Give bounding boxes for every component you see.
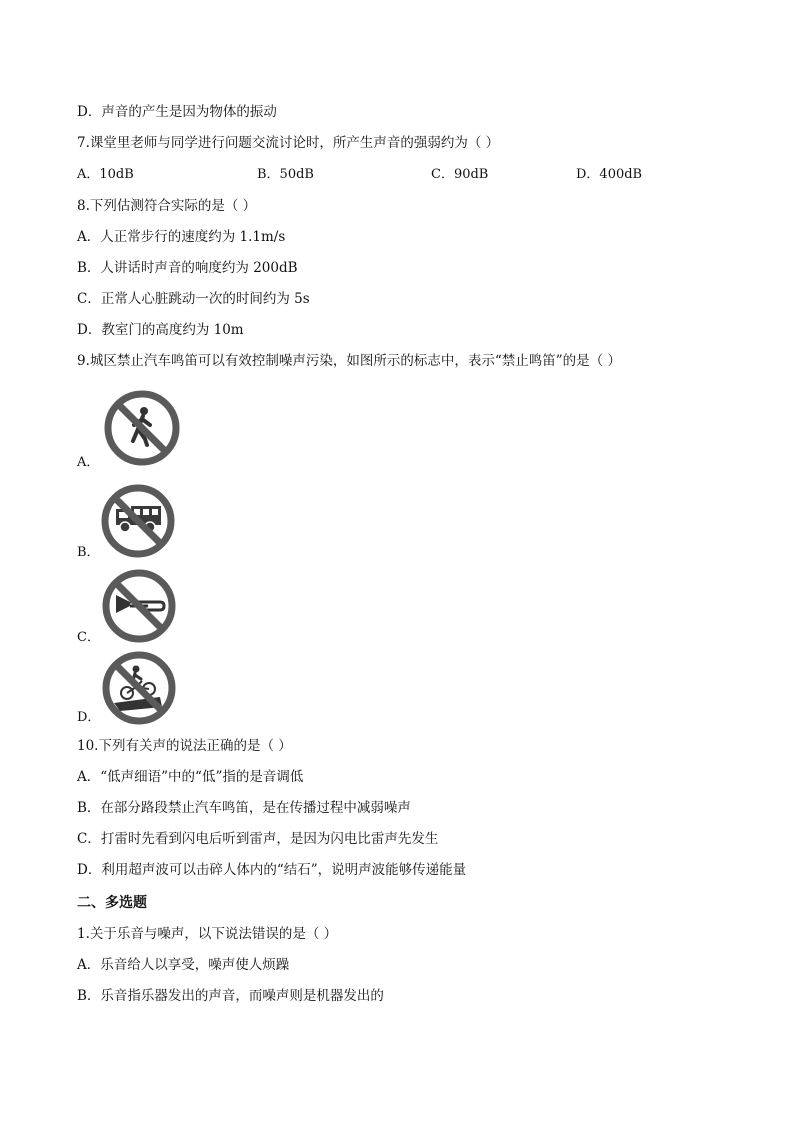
section-heading-multiple-choice: 二、多选题 — [77, 895, 147, 911]
q8-option-b: B．人讲话时声音的响度约为 200dB — [77, 260, 298, 276]
q6-option-d: D．声音的产生是因为物体的振动 — [77, 104, 277, 120]
q9-option-d-label: D． — [77, 710, 101, 725]
q9-option-c-label: C． — [77, 630, 100, 645]
q7-option-d: D．400dB — [576, 167, 643, 182]
q10-option-a: A．“低声细语”中的“低”指的是音调低 — [77, 769, 304, 785]
s2-q1-option-b: B．乐音指乐器发出的声音，而噪声则是机器发出的 — [77, 988, 384, 1004]
q7-option-c: C．90dB — [431, 167, 489, 182]
q10-option-b: B．在部分路段禁止汽车鸣笛，是在传播过程中减弱噪声 — [77, 800, 411, 816]
no-bicycles-sign-icon — [100, 651, 178, 725]
no-trucks-sign-icon — [99, 484, 177, 558]
q10-option-d: D．利用超声波可以击碎人体内的“结石”，说明声波能够传递能量 — [77, 862, 467, 878]
q8-stem: 8.下列估测符合实际的是（ ） — [77, 198, 257, 214]
q7-stem: 7.课堂里老师与同学进行问题交流讨论时，所产生声音的强弱约为（ ） — [77, 135, 500, 151]
s2-q1-option-a: A．乐音给人以享受，噪声使人烦躁 — [77, 957, 290, 973]
no-honking-sign-icon — [100, 568, 178, 644]
q8-option-a: A．人正常步行的速度约为 1.1m/s — [77, 229, 286, 245]
q9-stem: 9.城区禁止汽车鸣笛可以有效控制噪声污染，如图所示的标志中，表示“禁止鸣笛”的是（ ） — [77, 353, 621, 369]
s2-q1-stem: 1.关于乐音与噪声，以下说法错误的是（ ） — [77, 926, 338, 942]
q9-option-b-label: B． — [77, 545, 100, 560]
q10-stem: 10.下列有关声的说法正确的是（ ） — [77, 738, 292, 754]
q8-option-c: C．正常人心脏跳动一次的时间约为 5s — [77, 291, 310, 307]
q7-option-a: A．10dB — [77, 167, 134, 182]
q7-option-b: B．50dB — [257, 167, 314, 182]
q10-option-c: C．打雷时先看到闪电后听到雷声，是因为闪电比雷声先发生 — [77, 831, 439, 847]
no-pedestrians-sign-icon — [103, 389, 181, 467]
q9-option-a-label: A． — [77, 455, 100, 470]
q8-option-d: D．教室门的高度约为 10m — [77, 322, 244, 338]
